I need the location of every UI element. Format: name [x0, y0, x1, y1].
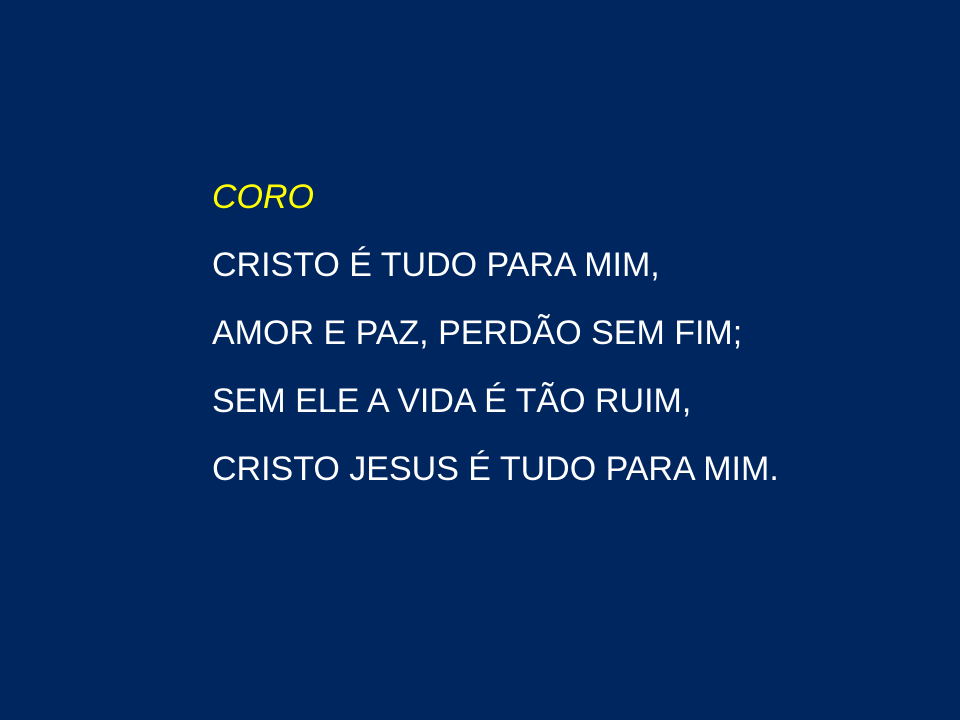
lyrics-block: [212, 180, 779, 520]
lyric-line-4: CRISTO JESUS É TUDO PARA MIM.: [212, 450, 779, 488]
chorus-heading: CORO: [212, 178, 314, 216]
lyric-line-3: SEM ELE A VIDA É TÃO RUIM,: [212, 382, 692, 420]
lyric-line-1: CRISTO É TUDO PARA MIM,: [212, 246, 660, 284]
lyric-line-2: AMOR E PAZ, PERDÃO SEM FIM;: [212, 314, 743, 352]
